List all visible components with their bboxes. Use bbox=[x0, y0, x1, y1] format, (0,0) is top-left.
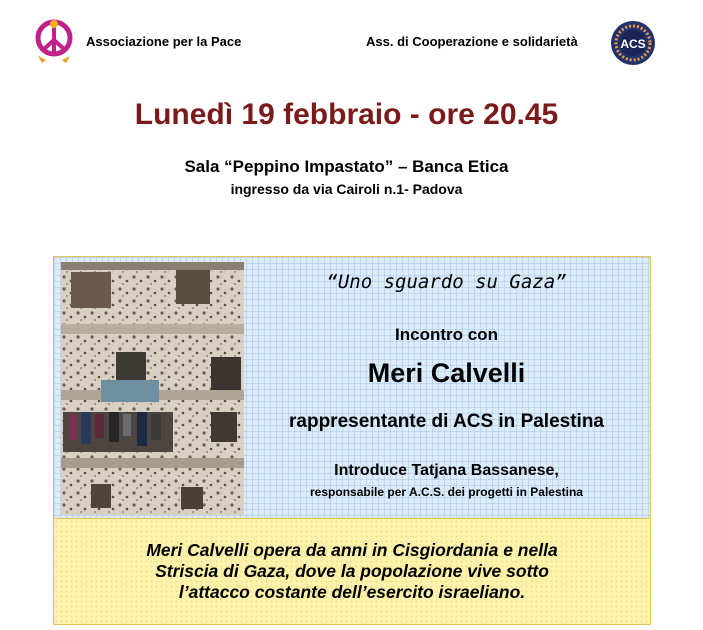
introducer-name: Introduce Tatjana Bassanese, bbox=[334, 462, 559, 479]
gaza-building-photo bbox=[61, 262, 244, 515]
event-venue: Sala “Peppino Impastato” – Banca Etica bbox=[184, 157, 509, 176]
talk-title: “Uno sguardo su Gaza” bbox=[326, 271, 567, 293]
peace-association-logo bbox=[30, 16, 78, 64]
speaker-name: Meri Calvelli bbox=[367, 358, 526, 388]
introducer-role: responsabile per A.C.S. dei progetti in Palestina bbox=[310, 485, 583, 499]
speaker-role: rappresentante di ACS in Palestina bbox=[289, 411, 604, 432]
event-address: ingresso da via Cairoli n.1- Padova bbox=[230, 181, 463, 197]
left-organization-name: Associazione per la Pace bbox=[86, 34, 242, 49]
acs-logo bbox=[610, 20, 656, 66]
description-line: Meri Calvelli opera da anni in Cisgiordania e nella bbox=[146, 540, 558, 560]
event-date-time: Lunedì 19 febbraio - ore 20.45 bbox=[134, 98, 559, 131]
acs-logo-text: ACS bbox=[620, 37, 646, 51]
right-organization-name: Ass. di Cooperazione e solidarietà bbox=[366, 34, 578, 49]
description-line: l’attacco costante dell’esercito israeliano. bbox=[178, 582, 526, 602]
talk-intro: Incontro con bbox=[395, 325, 498, 344]
description-text bbox=[60, 540, 644, 603]
description-line: Striscia di Gaza, dove la popolazione vive sotto bbox=[155, 561, 549, 581]
